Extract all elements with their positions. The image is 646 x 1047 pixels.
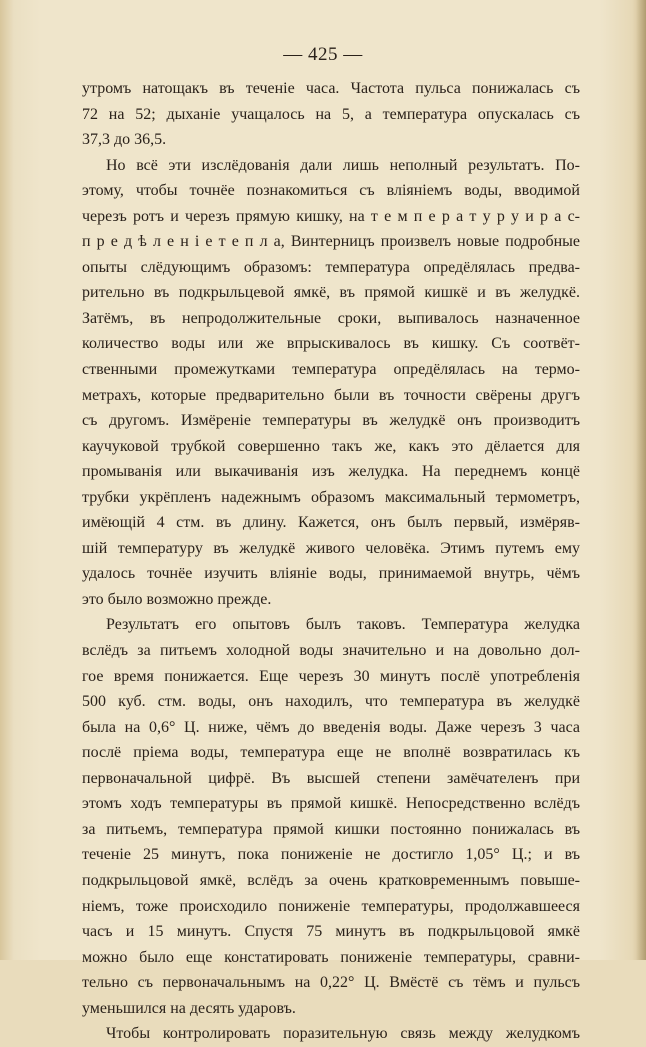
- text-line: была на 0,6° Ц. ниже, чёмъ до введенія воды. Даже черезъ 3 часа: [82, 718, 580, 736]
- text-line: Но всё эти изслёдованія дали лишь неполный результатъ. По-: [106, 156, 580, 174]
- text-line: теченіе 25 минутъ, пока пониженіе не достигло 1,05° Ц.; и въ: [82, 846, 580, 864]
- text-line: съ другомъ. Измёреніе температуры въ желудкё онъ производитъ: [82, 412, 580, 430]
- text-line: первоначальной цифрё. Въ высшей степени замёчателенъ при: [82, 769, 580, 787]
- text-line: шій температуру въ желудкё живого человёка. Этимъ путемъ ему: [82, 539, 580, 557]
- text-line: тельно съ первоначальнымъ на 0,22° Ц. Вмёстё съ тёмъ и пульсъ: [82, 974, 580, 992]
- text-line: промыванія или выкачиванія изъ желудка. На переднемъ концё: [82, 463, 580, 481]
- page-number: — 425 —: [283, 44, 363, 65]
- text-line: черезъ ротъ и черезъ прямую кишку, на т е м п е р а т у р у и р а с-: [82, 207, 580, 225]
- text-line: удалось точнёе изучить вліяніе воды, принимаемой внутрь, чёмъ: [82, 565, 580, 583]
- text-line: п р е д ѣ л е н і е т е п л а, Винтерницъ произвелъ новые подробные: [82, 233, 580, 251]
- text-line: можно было еще констатировать пониженіе температуры, сравни-: [82, 948, 580, 966]
- text-line: это было возможно прежде.: [82, 590, 272, 608]
- text-line: ственными промежутками температура опредёлялась на термо-: [82, 361, 580, 379]
- text-line: трубки укрёпленъ надежнымъ образомъ максимальный термометръ,: [82, 488, 580, 506]
- text-line: вслёдъ за питьемъ холодной воды значительно и на довольно дол-: [82, 642, 580, 660]
- text-line: ніемъ, тоже происходило пониженіе температуры, продолжавшееся: [82, 897, 580, 915]
- body-text: [82, 76, 580, 1047]
- text-line: 37,3 до 36,5.: [82, 131, 167, 149]
- text-line: 500 куб. стм. воды, онъ находилъ, что температура въ желудкё: [82, 693, 580, 711]
- text-line: часъ и 15 минутъ. Спустя 75 минутъ въ подкрыльцовой ямкё: [82, 923, 580, 941]
- text-line: за питьемъ, температура прямой кишки постоянно понижалась въ: [82, 820, 580, 838]
- text-line: Чтобы контролировать поразительную связь между желудкомъ: [106, 1025, 580, 1043]
- text-line: Результатъ его опытовъ былъ таковъ. Температура желудка: [106, 616, 580, 634]
- text-line: Затёмъ, въ непродолжительные сроки, выпивалось назначенное: [82, 309, 580, 327]
- text-line: утромъ натощакъ въ теченіе часа. Частота пульса понижалась съ: [82, 80, 580, 97]
- text-line: метрахъ, которые предварительно были въ точности свёрены другъ: [82, 386, 580, 404]
- text-line: 72 на 52; дыханіе учащалось на 5, а температура опускалась съ: [82, 105, 580, 123]
- text-line: гое время понижается. Еще черезъ 30 минутъ послё употребленія: [82, 667, 580, 685]
- text-line: имёющій 4 стм. въ длину. Кажется, онъ былъ первый, измёряв-: [82, 514, 580, 532]
- text-line: подкрыльцовой ямкё, вслёдъ за очень кратковременнымъ повыше-: [82, 871, 580, 889]
- text-line: каучуковой трубкой совершенно такъ же, какъ это дёлается для: [82, 437, 580, 455]
- text-line: опыты слёдующимъ образомъ: температура опредёлялась предва-: [82, 258, 580, 276]
- text-line: этомъ ходъ температуры въ прямой кишкё. Непосредственно вслёдъ: [82, 795, 580, 813]
- text-line: уменьшился на десять ударовъ.: [82, 999, 296, 1017]
- text-line: послё пріема воды, температура еще не вполнё возвратилась къ: [82, 744, 580, 762]
- text-line: этому, чтобы точнёе познакомиться съ вліяніемъ воды, вводимой: [82, 182, 580, 200]
- text-line: рительно въ подкрыльцевой ямкё, въ прямой кишкё и въ желудкё.: [82, 284, 580, 302]
- page-edge-shadow: [636, 0, 646, 960]
- text-line: количество воды или же впрыскивалось въ кишку. Съ соотвёт-: [82, 335, 580, 353]
